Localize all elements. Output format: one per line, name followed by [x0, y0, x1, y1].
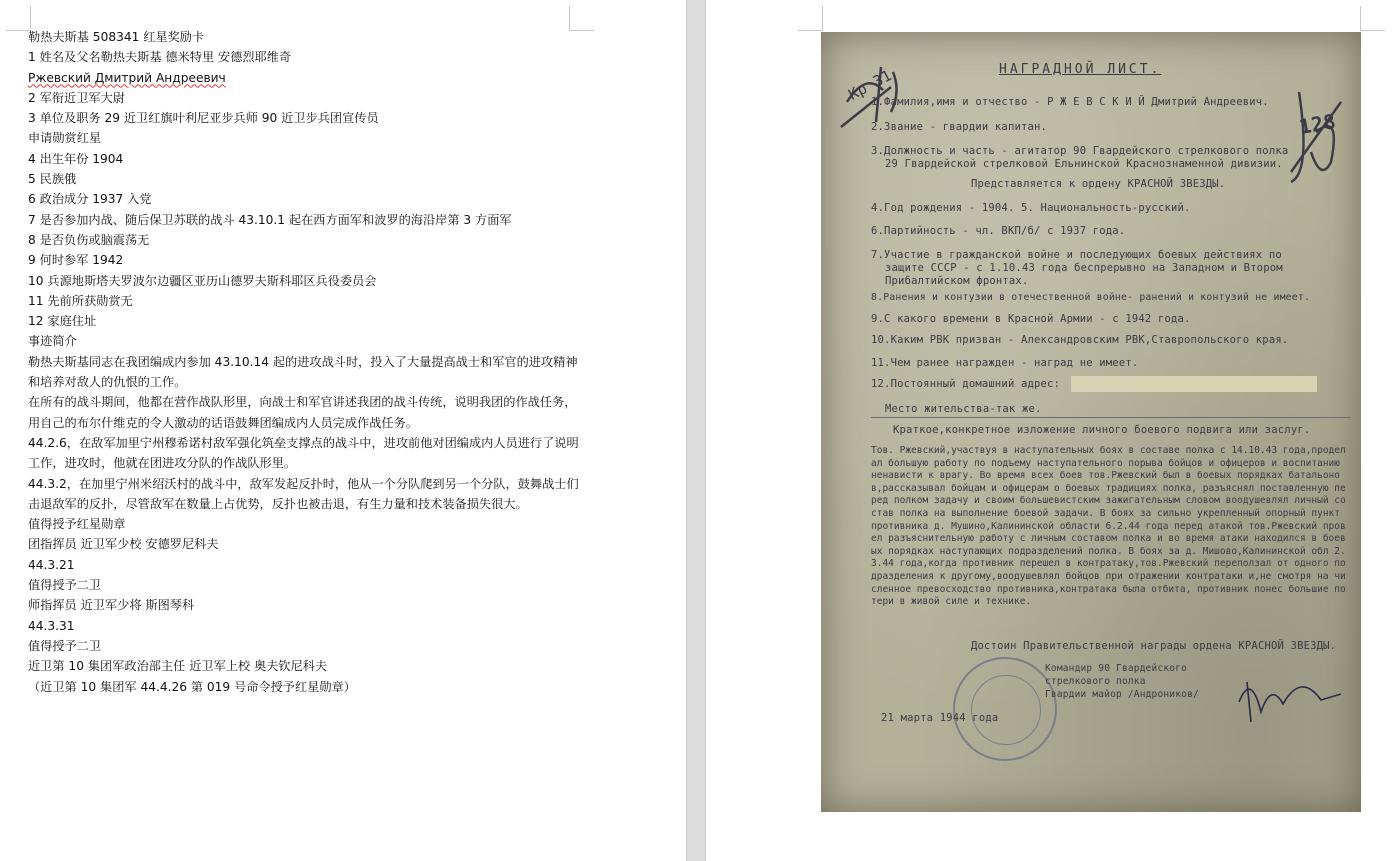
scan-row: Прибалтийском фронтах.: [885, 275, 1029, 287]
signature-line: стрелкового полка: [1045, 676, 1146, 687]
text-line: 2 军衔近卫军大尉: [28, 90, 125, 105]
scan-row: 1.Фамилия,имя и отчество - Р Ж Е В С К И Й Дмитрий Андреевич.: [871, 96, 1269, 108]
redacted-address: [1071, 376, 1317, 392]
scan-row: 4.Год рождения - 1904. 5. Национальность-русский.: [871, 202, 1191, 214]
text-line: 事迹简介: [28, 334, 77, 349]
scan-row: 3.Должность и часть - агитатор 90 Гвардейского стрелкового полка: [871, 145, 1289, 157]
text-line: 3 单位及职务 29 近卫红旗叶利尼亚步兵师 90 近卫步兵团宣传员: [28, 111, 379, 126]
divider: [871, 417, 1351, 418]
text-line: 1 姓名及父名勒热夫斯基 德米特里 安德烈耶维奇: [28, 50, 292, 65]
corner-mark: 128: [1297, 108, 1338, 140]
round-seal: [953, 657, 1057, 761]
text-line: 值得授予红星勋章: [28, 517, 126, 532]
signature-line: Командир 90 Гвардейского: [1045, 663, 1188, 674]
text-line: 值得授予二卫: [28, 638, 102, 653]
text-line: 9 何时参军 1942: [28, 253, 124, 268]
scan-row: 8.Ранения и контузии в отечественной войне- ранений и контузий не имеет.: [871, 292, 1311, 303]
scan-title: НАГРАДНОЙ ЛИСТ.: [999, 62, 1162, 77]
text-line: 申请勋赏红星: [28, 131, 102, 146]
scanned-award-sheet: [821, 32, 1361, 812]
scan-row: 12.Постоянный домашний адрес:: [871, 378, 1061, 390]
text-line: 12 家庭住址: [28, 314, 97, 329]
scan-row: 2.Звание - гвардии капитан.: [871, 121, 1048, 133]
text-line: 7 是否参加内战、随后保卫苏联的战斗 43.10.1 起在西方面军和波罗的海沿岸第 3 方面军: [28, 212, 512, 227]
signature-line: Гвардии майор /Андроников/: [1045, 689, 1199, 700]
text-line: 团指挥员 近卫军少校 安德罗尼科夫: [28, 537, 219, 552]
scan-row: Представляется к ордену КРАСНОЙ ЗВЕЗДЫ.: [971, 178, 1226, 190]
paragraph: 在所有的战斗期间，他都在营作战队形里，向战士和军官讲述我团的战斗传统，说明我团的作战任务，用自己的布尔什维克的令人激动的话语鼓舞团编成内人员完成作战任务。: [28, 395, 577, 430]
text-line: （近卫第 10 集团军 44.4.26 第 019 号命令授予红星勋章）: [28, 679, 356, 694]
paragraph: 44.3.2，在加里宁州米绍沃村的战斗中，敌军发起反扑时，他从一个分队爬到另一个分队，鼓舞战士们击退敌军的反扑，尽管敌军在数量上占优势，反扑也被击退，有生力量和技术装备损失很大。: [28, 476, 579, 511]
document-page-right: [706, 0, 1400, 861]
page-gutter: [686, 0, 706, 861]
text-line: 4 出生年份 1904: [28, 151, 124, 166]
text-line-russian-name: [28, 68, 588, 88]
scan-verdict: Достоин Правительственной награды ордена КРАСНОЙ ЗВЕЗДЫ.: [971, 640, 1337, 652]
scan-row: Место жительства-так же.: [885, 403, 1042, 415]
text-line: 6 政治成分 1937 入党: [28, 192, 152, 207]
text-line: 近卫第 10 集团军政治部主任 近卫军上校 奥夫钦尼科夫: [28, 659, 328, 674]
spellcheck-underlined-text: Ржевский Дмитрий Андреевич: [28, 70, 226, 85]
text-line: 值得授予二卫: [28, 578, 102, 593]
scan-row: 9.С какого времени в Красной Армии - с 1942 года.: [871, 313, 1191, 325]
margin-note: Кр 31: [845, 66, 895, 104]
scan-row: 7.Участие в гражданской войне и последующих боевых действиях по: [871, 249, 1282, 261]
paragraph: 勒热夫斯基同志在我团编成内参加 43.10.14 起的进攻战斗时，投入了大量提高战士和军官的进攻精神和培养对敌人的仇恨的工作。: [28, 354, 578, 390]
text-line: 师指挥员 近卫军少将 斯图琴科: [28, 598, 195, 613]
page-corner-mark: [798, 6, 823, 31]
scan-row: защите СССР - с 1.10.43 года беспрерывно на Западном и Втором: [885, 262, 1283, 274]
page-corner-mark: [1360, 6, 1385, 31]
scan-narrative: Тов. Ржевский,участвуя в наступательных боях в составе полка с 14.10.43 года,проделал большую работу по подъему наступательного порыва бойцов и офицеров и воспитанию ненависти к врагу. Во время всех боев тов.Ржевский был в боевых порядках батальонов,рассказывал бойцам и офицерам о боевых традициях полка, разъяснял поставленную перед полком задачу и своим большевистским зажигательным словом воодушевлял личный состав полка на выполнение боевой задачи. В боях за сильно укрепленный опорный пункт противника д. Мушино,Калининской области 6.2.44 года перед атакой тов.Ржевский провел разъяснительную работу с личным составом полка и во время атаки находился в боевых порядках наступающих подразделений полка. В боях за д. Мишово,Калининской обл 2.3.44 года,когда противник перешел в контратаку,тов.Ржевский переползал от одного подразделения к другому,воодушевлял бойцов при отражении контратаки и,не смотря на численное превосходство противника,контратака была отбита, противник понес большие потери в живой силе и технике.: [871, 445, 1346, 608]
paragraph: 44.2.6，在敌军加里宁州穆希诺村敌军强化筑垒支撑点的战斗中，进攻前他对团编成内人员进行了说明工作，进攻时，他就在团进攻分队的作战队形里。: [28, 435, 579, 471]
scan-row: 29 Гвардейской стрелковой Ельнинской Краснознаменной дивизии.: [885, 158, 1283, 170]
text-line: 44.3.21: [28, 557, 75, 572]
document-page-left: [0, 0, 686, 861]
text-line: 44.3.31: [28, 618, 75, 633]
text-line: 11 先前所获勋赏无: [28, 293, 133, 308]
scan-row: Краткое,конкретное изложение личного боевого подвига или заслуг.: [893, 424, 1311, 436]
text-line: 10 兵源地斯塔夫罗波尔边疆区亚历山德罗夫斯科耶区兵役委员会: [28, 273, 377, 288]
scan-row: 6.Партийность - чл. ВКП/б/ с 1937 года.: [871, 225, 1126, 237]
translation-text: [28, 27, 588, 697]
scan-date: 21 марта 1944 года: [881, 712, 999, 724]
text-line: 勒热夫斯基 508341 红星奖励卡: [28, 30, 205, 44]
text-line: 5 民族俄: [28, 172, 77, 187]
text-line: 8 是否负伤或脑震荡无: [28, 232, 150, 247]
scan-row: 10.Каким РВК призван - Александровским РВК,Ставропольского края.: [871, 334, 1289, 346]
scan-row: 11.Чем ранее награжден - наград не имеет.: [871, 357, 1139, 369]
